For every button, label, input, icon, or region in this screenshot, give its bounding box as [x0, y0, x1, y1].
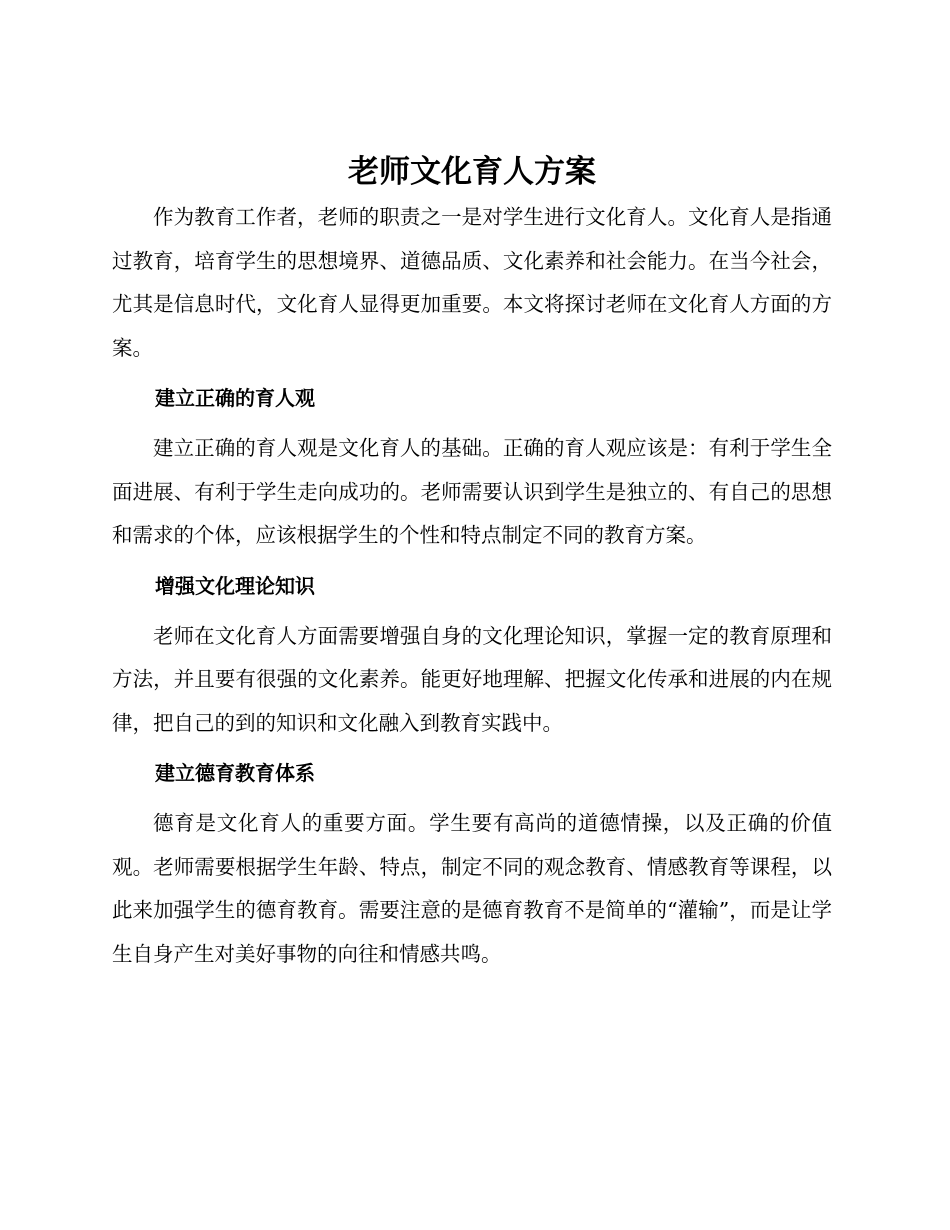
section-body-2: 老师在文化育人方面需要增强自身的文化理论知识，掌握一定的教育原理和方法，并且要有很强的文化素养。能更好地理解、把握文化传承和进展的内在规律，把自己的到的知识和文化融入到教育实践中。: [112, 623, 832, 735]
section-body-3: 德育是文化育人的重要方面。学生要有高尚的道德情操，以及正确的价值观。老师需要根据学生年龄、特点，制定不同的观念教育、情感教育等课程，以此来加强学生的德育教育。需要注意的是德育教育不是简单的“灌输”，而是让学生自身产生对美好事物的向往和情感共鸣。: [112, 811, 832, 966]
intro-paragraph: 作为教育工作者，老师的职责之一是对学生进行文化育人。文化育人是指通过教育，培育学生的思想境界、道德品质、文化素养和社会能力。在当今社会，尤其是信息时代，文化育人显得更加重要。本文将探讨老师在文化育人方面的方案。: [112, 205, 832, 360]
document-title: 老师文化育人方案: [348, 154, 596, 190]
section-body-1: 建立正确的育人观是文化育人的基础。正确的育人观应该是：有利于学生全面进展、有利于学生走向成功的。老师需要认识到学生是独立的、有自己的思想和需求的个体，应该根据学生的个性和特点制定不同的教育方案。: [112, 436, 832, 547]
document-page: [112, 148, 832, 976]
section-heading-2: 增强文化理论知识: [155, 573, 315, 598]
section-heading-1: 建立正确的育人观: [155, 386, 315, 410]
section-heading-3: 建立德育教育体系: [155, 761, 315, 785]
